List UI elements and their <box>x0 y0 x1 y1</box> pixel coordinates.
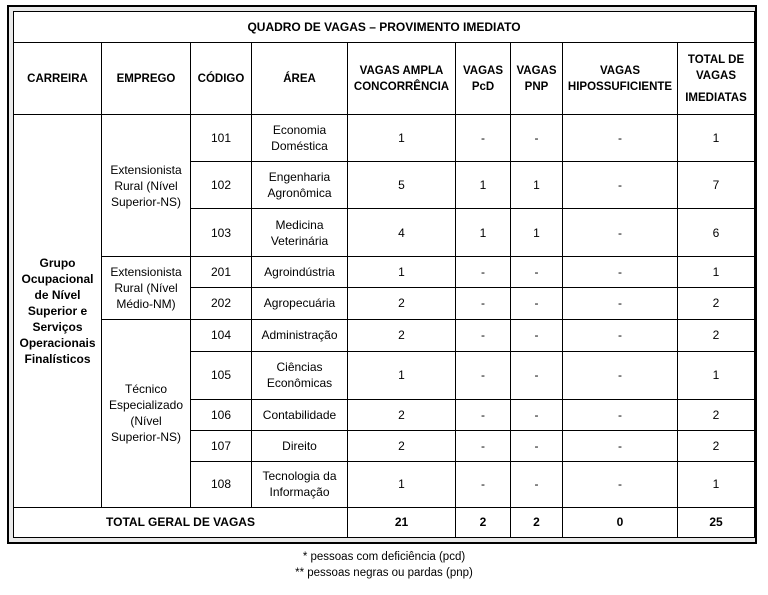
pcd-cell: 1 <box>456 209 511 257</box>
hipo-cell: - <box>563 288 678 319</box>
codigo-cell: 103 <box>191 209 252 257</box>
hipo-cell: - <box>563 461 678 507</box>
note-pcd: * pessoas com deficiência (pcd) <box>302 551 466 563</box>
pcd-cell: - <box>456 257 511 288</box>
ampla-cell: 5 <box>348 162 456 209</box>
note-pnp: ** pessoas negras ou pardas (pnp) <box>295 567 473 579</box>
hipo-cell: - <box>563 399 678 430</box>
header-row <box>14 43 755 115</box>
ampla-cell: 1 <box>348 461 456 507</box>
emprego-ext-ns: Extensionista Rural (Nível Superior-NS) <box>102 115 191 257</box>
hipo-cell: - <box>563 162 678 209</box>
total-cell: 2 <box>678 430 755 461</box>
ampla-cell: 1 <box>348 351 456 399</box>
hipo-cell: - <box>563 430 678 461</box>
pnp-cell: 1 <box>511 209 563 257</box>
emprego-tec-ns: Técnico Especializado (Nível Superior-NS) <box>102 319 191 507</box>
table-row <box>14 319 755 351</box>
header-area: ÁREA <box>252 43 348 115</box>
area-cell: Direito <box>252 430 348 461</box>
total-label: TOTAL GERAL DE VAGAS <box>14 507 348 537</box>
codigo-cell: 107 <box>191 430 252 461</box>
total-cell: 6 <box>678 209 755 257</box>
total-cell: 2 <box>678 288 755 319</box>
area-cell: Economia Doméstica <box>252 115 348 162</box>
total-hipo: 0 <box>563 507 678 537</box>
total-ampla: 21 <box>348 507 456 537</box>
pnp-cell: - <box>511 319 563 351</box>
total-cell: 1 <box>678 115 755 162</box>
pnp-cell: - <box>511 257 563 288</box>
hipo-cell: - <box>563 115 678 162</box>
total-cell: 2 <box>678 399 755 430</box>
pnp-cell: - <box>511 461 563 507</box>
pcd-cell: - <box>456 288 511 319</box>
pcd-cell: - <box>456 319 511 351</box>
pnp-cell: 1 <box>511 162 563 209</box>
area-cell: Agropecuária <box>252 288 348 319</box>
table-row <box>14 257 755 288</box>
ampla-cell: 1 <box>348 115 456 162</box>
ampla-cell: 2 <box>348 288 456 319</box>
hipo-cell: - <box>563 319 678 351</box>
header-codigo: CÓDIGO <box>191 43 252 115</box>
header-emprego: EMPREGO <box>102 43 191 115</box>
header-carreira: CARREIRA <box>14 43 102 115</box>
total-pcd: 2 <box>456 507 511 537</box>
codigo-cell: 202 <box>191 288 252 319</box>
total-cell: 1 <box>678 351 755 399</box>
header-ampla: VAGAS AMPLA CONCORRÊNCIA <box>348 43 456 115</box>
pcd-cell: - <box>456 399 511 430</box>
pnp-cell: - <box>511 351 563 399</box>
total-row <box>14 507 755 537</box>
header-total: TOTAL DE VAGAS IMEDIATAS <box>678 43 755 115</box>
codigo-cell: 102 <box>191 162 252 209</box>
total-pnp: 2 <box>511 507 563 537</box>
codigo-cell: 106 <box>191 399 252 430</box>
codigo-cell: 201 <box>191 257 252 288</box>
pnp-cell: - <box>511 288 563 319</box>
total-cell: 7 <box>678 162 755 209</box>
area-cell: Contabilidade <box>252 399 348 430</box>
pcd-cell: - <box>456 351 511 399</box>
area-cell: Medicina Veterinária <box>252 209 348 257</box>
ampla-cell: 2 <box>348 319 456 351</box>
header-pnp: VAGAS PNP <box>511 43 563 115</box>
pnp-cell: - <box>511 399 563 430</box>
ampla-cell: 2 <box>348 399 456 430</box>
pcd-cell: - <box>456 115 511 162</box>
hipo-cell: - <box>563 209 678 257</box>
total-cell: 2 <box>678 319 755 351</box>
hipo-cell: - <box>563 351 678 399</box>
pnp-cell: - <box>511 430 563 461</box>
codigo-cell: 105 <box>191 351 252 399</box>
area-cell: Agroindústria <box>252 257 348 288</box>
emprego-ext-nm: Extensionista Rural (Nível Médio-NM) <box>102 257 191 319</box>
total-geral: 25 <box>678 507 755 537</box>
pcd-cell: 1 <box>456 162 511 209</box>
area-cell: Ciências Econômicas <box>252 351 348 399</box>
ampla-cell: 4 <box>348 209 456 257</box>
header-hipossuficiente: VAGAS HIPOSSUFICIENTE <box>563 43 678 115</box>
area-cell: Engenharia Agronômica <box>252 162 348 209</box>
pcd-cell: - <box>456 430 511 461</box>
total-cell: 1 <box>678 257 755 288</box>
ampla-cell: 2 <box>348 430 456 461</box>
codigo-cell: 101 <box>191 115 252 162</box>
codigo-cell: 108 <box>191 461 252 507</box>
pcd-cell: - <box>456 461 511 507</box>
total-cell: 1 <box>678 461 755 507</box>
vacancy-table <box>13 11 755 538</box>
area-cell: Tecnologia da Informação <box>252 461 348 507</box>
table-row <box>14 115 755 162</box>
area-cell: Administração <box>252 319 348 351</box>
table-title: QUADRO DE VAGAS – PROVIMENTO IMEDIATO <box>14 12 755 43</box>
codigo-cell: 104 <box>191 319 252 351</box>
hipo-cell: - <box>563 257 678 288</box>
header-pcd: VAGAS PcD <box>456 43 511 115</box>
pnp-cell: - <box>511 115 563 162</box>
ampla-cell: 1 <box>348 257 456 288</box>
carreira-cell: Grupo Ocupacional de Nível Superior e Serviços Operacionais Finalísticos <box>14 115 102 508</box>
